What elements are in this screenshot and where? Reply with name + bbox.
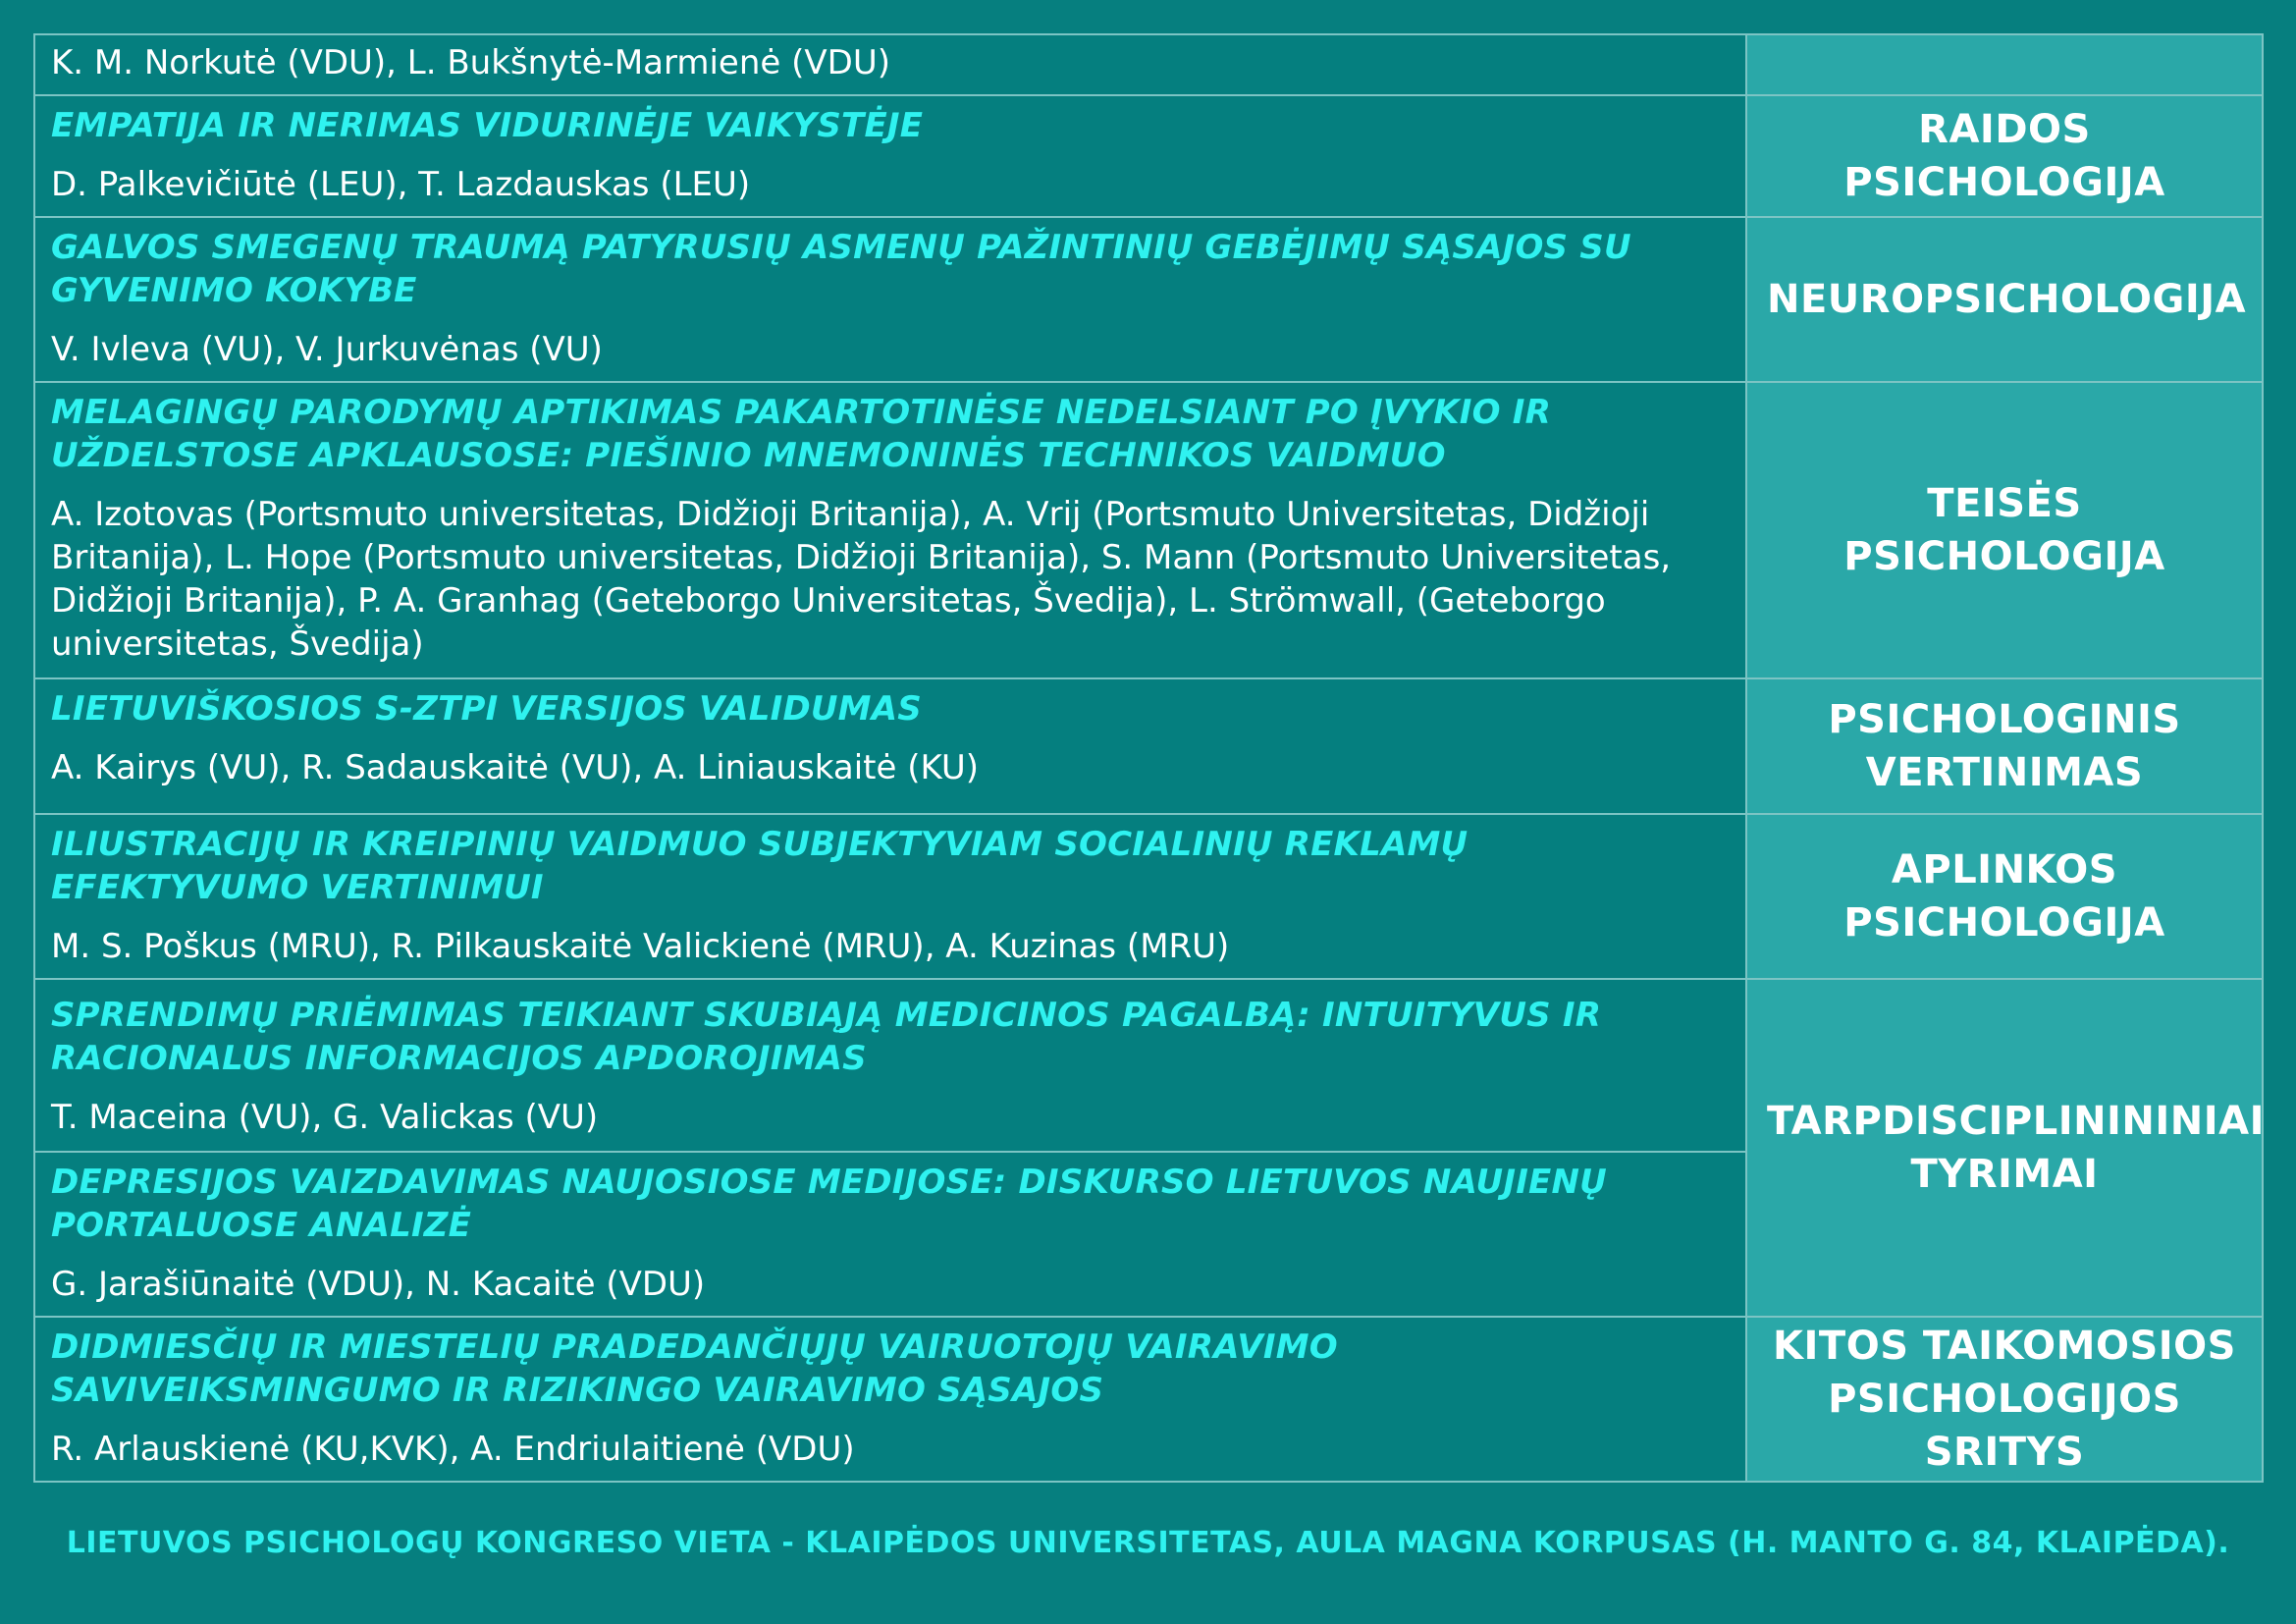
presentation-cell	[34, 1317, 1746, 1482]
presentation-authors: G. Jarašiūnaitė (VDU), N. Kacaitė (VDU)	[51, 1265, 706, 1304]
category-cell	[1746, 1317, 2263, 1482]
table-row	[34, 95, 2263, 217]
table-row	[34, 678, 2263, 814]
category-cell	[1746, 814, 2263, 979]
program-table	[33, 33, 2264, 1483]
presentation-cell	[34, 95, 1746, 217]
presentation-title: EMPATIJA IR NERIMAS VIDURINĖJE VAIKYSTĖJE	[51, 106, 924, 145]
table-row	[34, 814, 2263, 979]
category-cell	[1746, 95, 2263, 217]
category-cell	[1746, 678, 2263, 814]
presentation-title: ILIUSTRACIJŲ IR KREIPINIŲ VAIDMUO SUBJEKTYVIAM SOCIALINIŲ REKLAMŲ EFEKTYVUMO VERTINIMUI	[51, 825, 1468, 907]
presentation-cell	[34, 382, 1746, 678]
presentation-title: SPRENDIMŲ PRIĖMIMAS TEIKIANT SKUBIĄJĄ MEDICINOS PAGALBĄ: INTUITYVUS IR RACIONALUS INFORMACIJOS APDOROJIMAS	[51, 996, 1602, 1078]
presentation-cell	[34, 814, 1746, 979]
presentation-cell	[34, 979, 1746, 1317]
category-cell	[1746, 217, 2263, 382]
category-label: APLINKOS PSICHOLOGIJA	[1843, 847, 2165, 946]
presentation-authors: D. Palkevičiūtė (LEU), T. Lazdauskas (LEU)	[51, 165, 751, 204]
category-label: NEUROPSICHOLOGIJA	[1767, 277, 2247, 322]
presentation-title: LIETUVIŠKOSIOS S-ZTPI VERSIJOS VALIDUMAS	[51, 689, 922, 729]
presentation-title: DEPRESIJOS VAIZDAVIMAS NAUJOSIOSE MEDIJOSE: DISKURSO LIETUVOS NAUJIENŲ PORTALUOSE ANALIZĖ	[51, 1163, 1607, 1245]
table-row	[34, 34, 2263, 95]
presentation-authors: K. M. Norkutė (VDU), L. Bukšnytė-Marmienė (VDU)	[51, 43, 890, 82]
category-cell	[1746, 382, 2263, 678]
category-cell	[1746, 34, 2263, 95]
category-label: PSICHOLOGINIS VERTINIMAS	[1828, 697, 2181, 795]
table-row	[34, 979, 2263, 1317]
presentation-title: GALVOS SMEGENŲ TRAUMĄ PATYRUSIŲ ASMENŲ PAŽINTINIŲ GEBĖJIMŲ SĄSAJOS SU GYVENIMO KOKYBE	[51, 228, 1631, 310]
venue-footer: LIETUVOS PSICHOLOGŲ KONGRESO VIETA - KLAIPĖDOS UNIVERSITETAS, AULA MAGNA KORPUSAS (H. MANTO G. 84, KLAIPĖDA).	[66, 1526, 2230, 1560]
presentation-entry	[35, 1151, 1745, 1306]
table-row	[34, 217, 2263, 382]
presentation-title: DIDMIESČIŲ IR MIESTELIŲ PRADEDANČIŲJŲ VAIRUOTOJŲ VAIRAVIMO SAVIVEIKSMINGUMO IR RIZIKINGO VAIRAVIMO SĄSAJOS	[51, 1327, 1338, 1410]
presentation-title: MELAGINGŲ PARODYMŲ APTIKIMAS PAKARTOTINĖSE NEDELSIANT PO ĮVYKIO IR UŽDELSTOSE APKLAUSOSE: PIEŠINIO MNEMONINĖS TECHNIKOS VAIDMUO	[51, 393, 1551, 475]
presentation-cell	[34, 217, 1746, 382]
presentation-authors: A. Izotovas (Portsmuto universitetas, Didžioji Britanija), A. Vrij (Portsmuto Universitetas, Didžioji Britanija), L. Hope (Portsmuto universitetas, Didžioji Britanija), S. Mann (Portsmuto Universitetas, Didžioji Britanija), P. A. Granhag (Geteborgo Universitetas, Švedija), L. Strömwall, (Geteborgo universitetas, Švedija)	[51, 495, 1672, 664]
category-cell	[1746, 979, 2263, 1317]
presentation-entry	[51, 988, 1732, 1139]
presentation-cell	[34, 678, 1746, 814]
presentation-authors: T. Maceina (VU), G. Valickas (VU)	[51, 1098, 599, 1137]
category-label: KITOS TAIKOMOSIOS PSICHOLOGIJOS SRITYS	[1773, 1324, 2236, 1475]
category-label: TEISĖS PSICHOLOGIJA	[1843, 481, 2165, 579]
table-row	[34, 1317, 2263, 1482]
presentation-cell	[34, 34, 1746, 95]
table-row	[34, 382, 2263, 678]
category-label: RAIDOS PSICHOLOGIJA	[1843, 107, 2165, 205]
presentation-authors: V. Ivleva (VU), V. Jurkuvėnas (VU)	[51, 330, 603, 369]
presentation-authors: M. S. Poškus (MRU), R. Pilkauskaitė Valickienė (MRU), A. Kuzinas (MRU)	[51, 927, 1230, 966]
presentation-authors: A. Kairys (VU), R. Sadauskaitė (VU), A. Liniauskaitė (KU)	[51, 748, 979, 787]
presentation-authors: R. Arlauskienė (KU,KVK), A. Endriulaitienė (VDU)	[51, 1430, 855, 1469]
category-label: TARPDISCIPLINININIAI TYRIMAI	[1767, 1099, 2265, 1197]
